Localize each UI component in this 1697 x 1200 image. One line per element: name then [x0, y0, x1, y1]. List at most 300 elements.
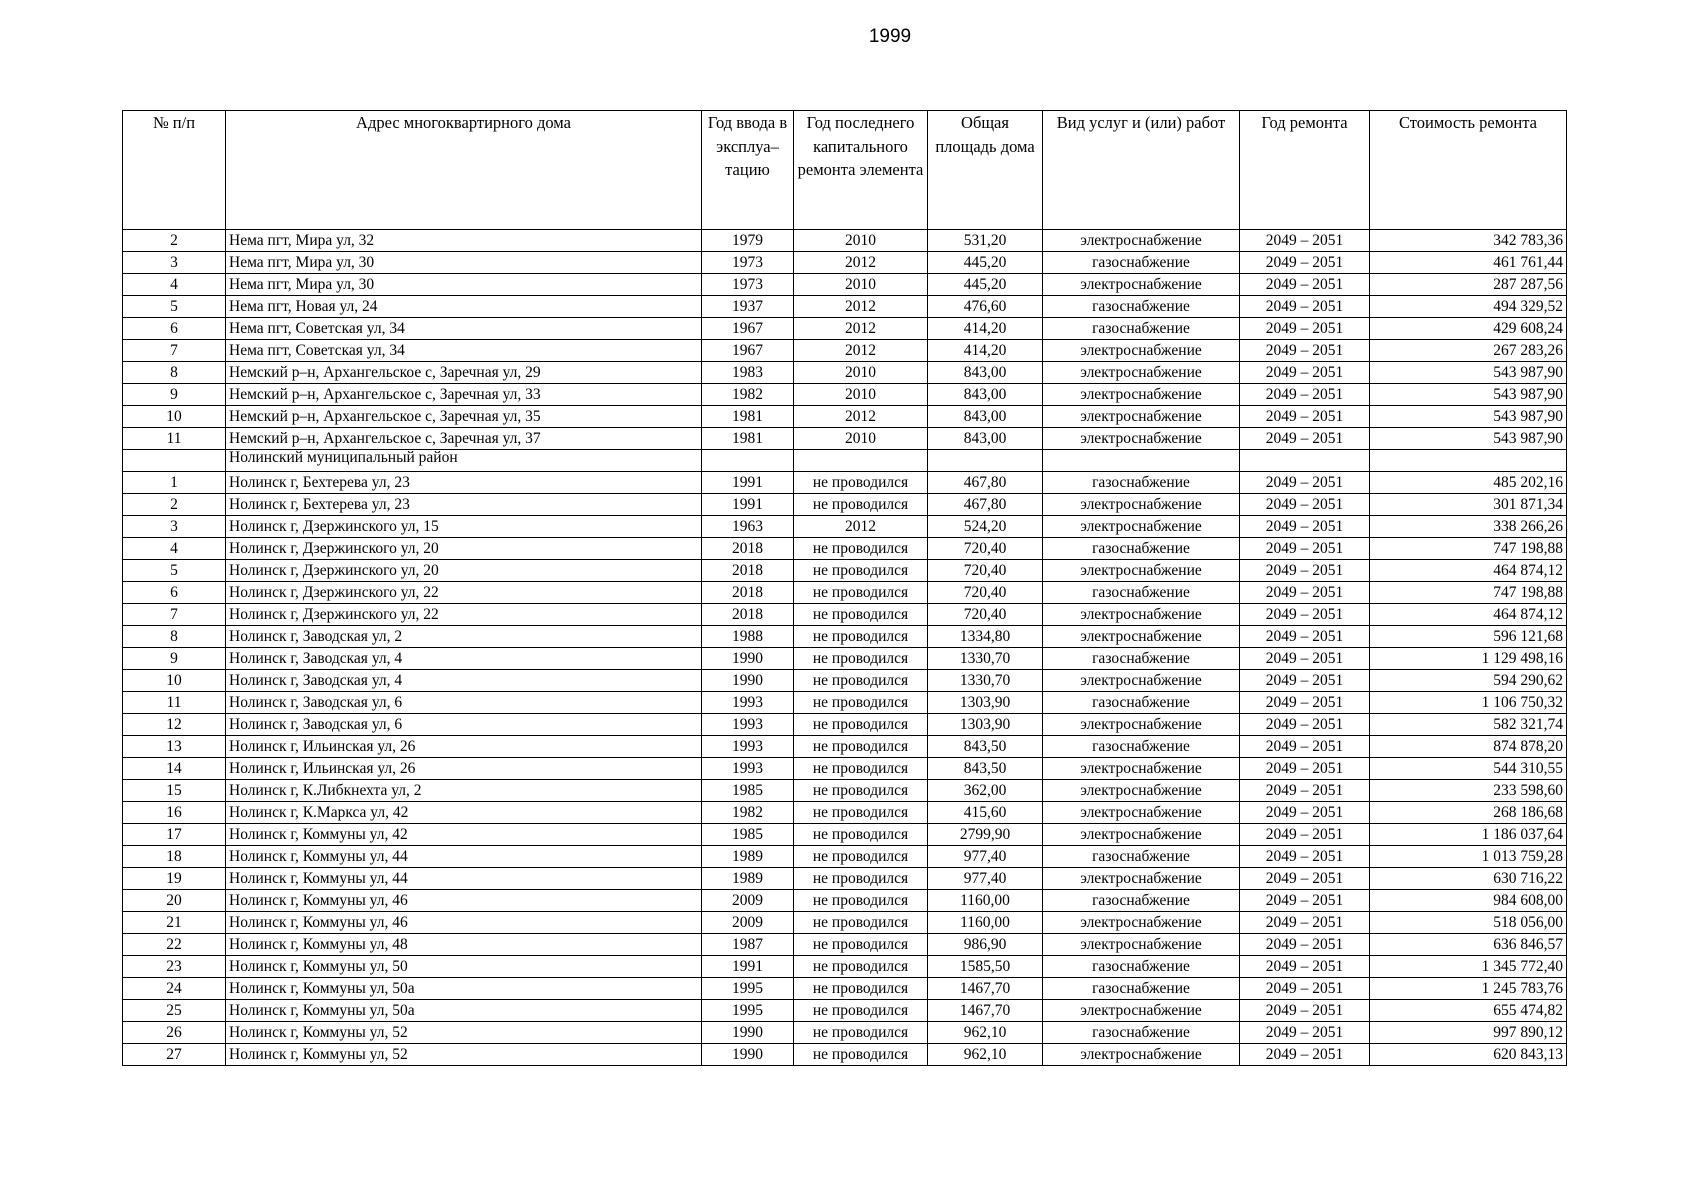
- cell-cost: 338 266,26: [1370, 516, 1567, 538]
- table-row: [123, 560, 1567, 582]
- cell-repair-year: 2049 – 2051: [1240, 978, 1370, 1000]
- cell-service: электроснабжение: [1043, 384, 1240, 406]
- cell-num: 8: [123, 362, 226, 384]
- cell-num: 16: [123, 802, 226, 824]
- cell-area: 843,00: [928, 362, 1043, 384]
- cell-year-built: 1981: [702, 428, 794, 450]
- cell-address: Немский р–н, Архангельское с, Заречная ул, 37: [226, 428, 702, 450]
- cell-repair-year: 2049 – 2051: [1240, 538, 1370, 560]
- cell-repair-year: 2049 – 2051: [1240, 802, 1370, 824]
- header-address: Адрес многоквартирного дома: [226, 111, 702, 230]
- table-row: [123, 956, 1567, 978]
- cell-year-built: 1979: [702, 230, 794, 252]
- cell-service: электроснабжение: [1043, 758, 1240, 780]
- cell-address: Нолинск г, Коммуны ул, 48: [226, 934, 702, 956]
- cell-area: 720,40: [928, 538, 1043, 560]
- table-row: [123, 934, 1567, 956]
- table-row: [123, 230, 1567, 252]
- cell-cost: 543 987,90: [1370, 362, 1567, 384]
- table-row: [123, 714, 1567, 736]
- cell-area: 1334,80: [928, 626, 1043, 648]
- cell-repair-year: 2049 – 2051: [1240, 362, 1370, 384]
- cell-repair-year: 2049 – 2051: [1240, 670, 1370, 692]
- cell-cost: 1 013 759,28: [1370, 846, 1567, 868]
- cell-repair-year: 2049 – 2051: [1240, 626, 1370, 648]
- cell-num: 7: [123, 604, 226, 626]
- cell-service: газоснабжение: [1043, 736, 1240, 758]
- cell-area: 445,20: [928, 274, 1043, 296]
- cell-service: электроснабжение: [1043, 1000, 1240, 1022]
- cell-address: Нолинск г, Заводская ул, 6: [226, 714, 702, 736]
- cell-year-built: 1967: [702, 318, 794, 340]
- cell-repair-year: 2049 – 2051: [1240, 428, 1370, 450]
- cell-last-repair: не проводился: [794, 868, 928, 890]
- cell-year-built: 1993: [702, 692, 794, 714]
- cell-service: электроснабжение: [1043, 274, 1240, 296]
- cell-address: Нолинск г, Коммуны ул, 50а: [226, 978, 702, 1000]
- cell-area: 720,40: [928, 604, 1043, 626]
- table-row: [123, 868, 1567, 890]
- cell-address: Нолинск г, Дзержинского ул, 15: [226, 516, 702, 538]
- cell-area: 467,80: [928, 472, 1043, 494]
- cell-num: 11: [123, 692, 226, 714]
- table-row: [123, 648, 1567, 670]
- cell-last-repair: не проводился: [794, 802, 928, 824]
- cell-cost: 461 761,44: [1370, 252, 1567, 274]
- cell-cost: 267 283,26: [1370, 340, 1567, 362]
- cell-address: Нема пгт, Советская ул, 34: [226, 318, 702, 340]
- cell-cost: 543 987,90: [1370, 428, 1567, 450]
- cell-service: электроснабжение: [1043, 604, 1240, 626]
- cell-cost: 464 874,12: [1370, 604, 1567, 626]
- cell-service: электроснабжение: [1043, 802, 1240, 824]
- page-number: 1999: [868, 26, 912, 47]
- table-row: [123, 296, 1567, 318]
- cell-service: газоснабжение: [1043, 890, 1240, 912]
- cell-area: 986,90: [928, 934, 1043, 956]
- cell-year-built: 2018: [702, 582, 794, 604]
- table-row: [123, 274, 1567, 296]
- cell-area: 415,60: [928, 802, 1043, 824]
- table-row: [123, 406, 1567, 428]
- cell-last-repair: не проводился: [794, 494, 928, 516]
- cell-year-built: 1990: [702, 670, 794, 692]
- cell-num: 2: [123, 230, 226, 252]
- cell-year-built: [702, 450, 794, 472]
- cell-year-built: 1982: [702, 384, 794, 406]
- cell-last-repair: не проводился: [794, 736, 928, 758]
- cell-area: 843,00: [928, 428, 1043, 450]
- cell-area: 1330,70: [928, 670, 1043, 692]
- cell-service: электроснабжение: [1043, 934, 1240, 956]
- cell-last-repair: 2012: [794, 296, 928, 318]
- table-header: [123, 111, 1567, 230]
- cell-last-repair: 2010: [794, 362, 928, 384]
- cell-address: Нолинск г, Коммуны ул, 50: [226, 956, 702, 978]
- cell-address: Нолинск г, Бехтерева ул, 23: [226, 472, 702, 494]
- cell-service: газоснабжение: [1043, 296, 1240, 318]
- cell-address: Нема пгт, Мира ул, 30: [226, 274, 702, 296]
- cell-num: 9: [123, 648, 226, 670]
- cell-service: электроснабжение: [1043, 868, 1240, 890]
- cell-num: [123, 450, 226, 472]
- table-row: [123, 824, 1567, 846]
- cell-num: 6: [123, 318, 226, 340]
- table-row: [123, 780, 1567, 802]
- cell-service: электроснабжение: [1043, 406, 1240, 428]
- cell-num: 20: [123, 890, 226, 912]
- cell-repair-year: 2049 – 2051: [1240, 736, 1370, 758]
- cell-last-repair: не проводился: [794, 1044, 928, 1066]
- cell-num: 10: [123, 406, 226, 428]
- cell-last-repair: не проводился: [794, 1022, 928, 1044]
- cell-area: 467,80: [928, 494, 1043, 516]
- cell-repair-year: 2049 – 2051: [1240, 406, 1370, 428]
- cell-service: газоснабжение: [1043, 692, 1240, 714]
- cell-num: 6: [123, 582, 226, 604]
- cell-service: газоснабжение: [1043, 472, 1240, 494]
- cell-service: электроснабжение: [1043, 780, 1240, 802]
- cell-service: газоснабжение: [1043, 956, 1240, 978]
- cell-year-built: 1987: [702, 934, 794, 956]
- cell-last-repair: не проводился: [794, 604, 928, 626]
- table-row: [123, 846, 1567, 868]
- cell-repair-year: 2049 – 2051: [1240, 956, 1370, 978]
- cell-num: 18: [123, 846, 226, 868]
- cell-last-repair: не проводился: [794, 648, 928, 670]
- cell-year-built: 1993: [702, 714, 794, 736]
- cell-num: 23: [123, 956, 226, 978]
- cell-year-built: 1982: [702, 802, 794, 824]
- cell-year-built: 2009: [702, 912, 794, 934]
- cell-repair-year: 2049 – 2051: [1240, 912, 1370, 934]
- cell-service: газоснабжение: [1043, 318, 1240, 340]
- cell-num: 17: [123, 824, 226, 846]
- cell-address: Нолинск г, Коммуны ул, 50а: [226, 1000, 702, 1022]
- cell-address: Нема пгт, Мира ул, 32: [226, 230, 702, 252]
- cell-year-built: 2018: [702, 604, 794, 626]
- cell-year-built: 1985: [702, 824, 794, 846]
- cell-repair-year: 2049 – 2051: [1240, 296, 1370, 318]
- cell-num: 24: [123, 978, 226, 1000]
- cell-cost: 301 871,34: [1370, 494, 1567, 516]
- cell-area: 531,20: [928, 230, 1043, 252]
- cell-last-repair: не проводился: [794, 912, 928, 934]
- cell-repair-year: [1240, 450, 1370, 472]
- cell-address: Немский р–н, Архангельское с, Заречная ул, 35: [226, 406, 702, 428]
- table-row: [123, 1000, 1567, 1022]
- cell-num: 21: [123, 912, 226, 934]
- cell-year-built: 1993: [702, 758, 794, 780]
- cell-service: газоснабжение: [1043, 648, 1240, 670]
- cell-cost: 268 186,68: [1370, 802, 1567, 824]
- cell-repair-year: 2049 – 2051: [1240, 604, 1370, 626]
- cell-service: электроснабжение: [1043, 428, 1240, 450]
- cell-repair-year: 2049 – 2051: [1240, 494, 1370, 516]
- cell-cost: 1 186 037,64: [1370, 824, 1567, 846]
- cell-last-repair: не проводился: [794, 670, 928, 692]
- header-num: № п/п: [123, 111, 226, 230]
- cell-last-repair: не проводился: [794, 1000, 928, 1022]
- cell-repair-year: 2049 – 2051: [1240, 340, 1370, 362]
- cell-area: 2799,90: [928, 824, 1043, 846]
- table-row: [123, 912, 1567, 934]
- table-row: [123, 1044, 1567, 1066]
- cell-num: 5: [123, 296, 226, 318]
- cell-address: Нолинск г, Дзержинского ул, 22: [226, 582, 702, 604]
- header-area: Общая площадь дома: [928, 111, 1043, 230]
- cell-year-built: 2018: [702, 538, 794, 560]
- cell-num: 7: [123, 340, 226, 362]
- cell-repair-year: 2049 – 2051: [1240, 1000, 1370, 1022]
- cell-address: Нолинск г, Заводская ул, 2: [226, 626, 702, 648]
- table-row: [123, 494, 1567, 516]
- cell-address: Нолинск г, Дзержинского ул, 22: [226, 604, 702, 626]
- cell-cost: 1 245 783,76: [1370, 978, 1567, 1000]
- cell-last-repair: не проводился: [794, 978, 928, 1000]
- cell-area: 476,60: [928, 296, 1043, 318]
- cell-last-repair: не проводился: [794, 890, 928, 912]
- cell-num: 14: [123, 758, 226, 780]
- cell-repair-year: 2049 – 2051: [1240, 230, 1370, 252]
- table-row: [123, 890, 1567, 912]
- cell-year-built: 1967: [702, 340, 794, 362]
- cell-address: Нолинск г, Коммуны ул, 42: [226, 824, 702, 846]
- cell-service: газоснабжение: [1043, 538, 1240, 560]
- cell-year-built: 1983: [702, 362, 794, 384]
- cell-num: 12: [123, 714, 226, 736]
- cell-num: 3: [123, 252, 226, 274]
- cell-last-repair: 2012: [794, 318, 928, 340]
- cell-repair-year: 2049 – 2051: [1240, 758, 1370, 780]
- cell-year-built: 1990: [702, 648, 794, 670]
- table-row: [123, 582, 1567, 604]
- cell-area: 843,50: [928, 736, 1043, 758]
- cell-num: 8: [123, 626, 226, 648]
- section-row: [123, 450, 1567, 472]
- cell-repair-year: 2049 – 2051: [1240, 582, 1370, 604]
- cell-last-repair: 2010: [794, 428, 928, 450]
- cell-repair-year: 2049 – 2051: [1240, 780, 1370, 802]
- cell-last-repair: 2012: [794, 252, 928, 274]
- table-row: [123, 1022, 1567, 1044]
- cell-area: 1330,70: [928, 648, 1043, 670]
- cell-year-built: 1990: [702, 1022, 794, 1044]
- cell-address: Нема пгт, Советская ул, 34: [226, 340, 702, 362]
- header-row: [123, 111, 1567, 230]
- cell-cost: 747 198,88: [1370, 538, 1567, 560]
- cell-num: 9: [123, 384, 226, 406]
- cell-last-repair: 2010: [794, 274, 928, 296]
- cell-address: Нолинск г, Коммуны ул, 44: [226, 868, 702, 890]
- table-row: [123, 472, 1567, 494]
- cell-last-repair: не проводился: [794, 956, 928, 978]
- cell-num: 11: [123, 428, 226, 450]
- table-row: [123, 428, 1567, 450]
- cell-year-built: 1995: [702, 1000, 794, 1022]
- cell-cost: 747 198,88: [1370, 582, 1567, 604]
- cell-area: [928, 450, 1043, 472]
- cell-cost: 630 716,22: [1370, 868, 1567, 890]
- cell-area: 720,40: [928, 582, 1043, 604]
- cell-service: электроснабжение: [1043, 670, 1240, 692]
- cell-area: 445,20: [928, 252, 1043, 274]
- cell-repair-year: 2049 – 2051: [1240, 1022, 1370, 1044]
- header-last-repair: Год последнего капитального ремонта элемента: [794, 111, 928, 230]
- table-row: [123, 758, 1567, 780]
- cell-repair-year: 2049 – 2051: [1240, 868, 1370, 890]
- cell-address: Нолинск г, Заводская ул, 6: [226, 692, 702, 714]
- cell-cost: 464 874,12: [1370, 560, 1567, 582]
- cell-repair-year: 2049 – 2051: [1240, 274, 1370, 296]
- cell-address: Нолинск г, Дзержинского ул, 20: [226, 538, 702, 560]
- capital-repair-table: [122, 110, 1567, 1066]
- cell-service: электроснабжение: [1043, 362, 1240, 384]
- cell-cost: 1 345 772,40: [1370, 956, 1567, 978]
- cell-year-built: 2018: [702, 560, 794, 582]
- cell-year-built: 1937: [702, 296, 794, 318]
- cell-service: электроснабжение: [1043, 626, 1240, 648]
- cell-address: Нолинский муниципальный район: [226, 450, 702, 472]
- cell-cost: 582 321,74: [1370, 714, 1567, 736]
- cell-repair-year: 2049 – 2051: [1240, 648, 1370, 670]
- cell-num: 1: [123, 472, 226, 494]
- cell-num: 2: [123, 494, 226, 516]
- cell-last-repair: не проводился: [794, 560, 928, 582]
- cell-cost: 1 129 498,16: [1370, 648, 1567, 670]
- table-row: [123, 670, 1567, 692]
- cell-year-built: 1973: [702, 274, 794, 296]
- cell-cost: 997 890,12: [1370, 1022, 1567, 1044]
- cell-year-built: 1985: [702, 780, 794, 802]
- cell-cost: 543 987,90: [1370, 406, 1567, 428]
- cell-address: Нолинск г, К.Либкнехта ул, 2: [226, 780, 702, 802]
- table-row: [123, 538, 1567, 560]
- cell-num: 25: [123, 1000, 226, 1022]
- cell-num: 19: [123, 868, 226, 890]
- cell-area: 962,10: [928, 1044, 1043, 1066]
- cell-last-repair: 2012: [794, 340, 928, 362]
- cell-last-repair: не проводился: [794, 780, 928, 802]
- cell-last-repair: 2010: [794, 230, 928, 252]
- cell-address: Нолинск г, Ильинская ул, 26: [226, 736, 702, 758]
- cell-repair-year: 2049 – 2051: [1240, 890, 1370, 912]
- cell-num: 4: [123, 538, 226, 560]
- cell-area: 1585,50: [928, 956, 1043, 978]
- cell-area: 977,40: [928, 846, 1043, 868]
- cell-address: Нема пгт, Новая ул, 24: [226, 296, 702, 318]
- table-row: [123, 516, 1567, 538]
- cell-repair-year: 2049 – 2051: [1240, 516, 1370, 538]
- cell-area: 720,40: [928, 560, 1043, 582]
- cell-repair-year: 2049 – 2051: [1240, 934, 1370, 956]
- cell-cost: 494 329,52: [1370, 296, 1567, 318]
- table-row: [123, 318, 1567, 340]
- cell-cost: 544 310,55: [1370, 758, 1567, 780]
- cell-repair-year: 2049 – 2051: [1240, 472, 1370, 494]
- cell-area: 414,20: [928, 340, 1043, 362]
- table-row: [123, 252, 1567, 274]
- cell-repair-year: 2049 – 2051: [1240, 252, 1370, 274]
- cell-year-built: 1963: [702, 516, 794, 538]
- cell-cost: 874 878,20: [1370, 736, 1567, 758]
- cell-cost: 655 474,82: [1370, 1000, 1567, 1022]
- table-row: [123, 384, 1567, 406]
- cell-year-built: 1973: [702, 252, 794, 274]
- cell-address: Нолинск г, Ильинская ул, 26: [226, 758, 702, 780]
- cell-service: электроснабжение: [1043, 912, 1240, 934]
- table-row: [123, 604, 1567, 626]
- cell-area: 524,20: [928, 516, 1043, 538]
- cell-last-repair: 2012: [794, 516, 928, 538]
- cell-service: электроснабжение: [1043, 516, 1240, 538]
- cell-last-repair: не проводился: [794, 582, 928, 604]
- cell-num: 4: [123, 274, 226, 296]
- cell-num: 5: [123, 560, 226, 582]
- cell-area: 1160,00: [928, 890, 1043, 912]
- cell-address: Нолинск г, Коммуны ул, 52: [226, 1044, 702, 1066]
- cell-address: Нолинск г, Коммуны ул, 46: [226, 890, 702, 912]
- cell-address: Нолинск г, К.Маркса ул, 42: [226, 802, 702, 824]
- cell-repair-year: 2049 – 2051: [1240, 714, 1370, 736]
- cell-year-built: 1995: [702, 978, 794, 1000]
- cell-area: 1303,90: [928, 714, 1043, 736]
- cell-last-repair: не проводился: [794, 824, 928, 846]
- cell-repair-year: 2049 – 2051: [1240, 692, 1370, 714]
- cell-service: газоснабжение: [1043, 846, 1240, 868]
- cell-repair-year: 2049 – 2051: [1240, 846, 1370, 868]
- cell-cost: 1 106 750,32: [1370, 692, 1567, 714]
- cell-year-built: 2009: [702, 890, 794, 912]
- header-year-built: Год ввода в эксплуа– тацию: [702, 111, 794, 230]
- table-body: [123, 230, 1567, 1066]
- cell-repair-year: 2049 – 2051: [1240, 318, 1370, 340]
- cell-year-built: 1988: [702, 626, 794, 648]
- table-row: [123, 802, 1567, 824]
- table-row: [123, 340, 1567, 362]
- cell-address: Нолинск г, Коммуны ул, 44: [226, 846, 702, 868]
- cell-cost: 287 287,56: [1370, 274, 1567, 296]
- cell-service: электроснабжение: [1043, 714, 1240, 736]
- cell-service: электроснабжение: [1043, 1044, 1240, 1066]
- cell-last-repair: не проводился: [794, 714, 928, 736]
- cell-num: 15: [123, 780, 226, 802]
- cell-area: 962,10: [928, 1022, 1043, 1044]
- cell-service: [1043, 450, 1240, 472]
- cell-cost: [1370, 450, 1567, 472]
- cell-repair-year: 2049 – 2051: [1240, 384, 1370, 406]
- cell-cost: 485 202,16: [1370, 472, 1567, 494]
- cell-address: Нолинск г, Заводская ул, 4: [226, 648, 702, 670]
- cell-repair-year: 2049 – 2051: [1240, 1044, 1370, 1066]
- cell-area: 843,50: [928, 758, 1043, 780]
- cell-last-repair: не проводился: [794, 758, 928, 780]
- cell-address: Нолинск г, Коммуны ул, 52: [226, 1022, 702, 1044]
- cell-service: электроснабжение: [1043, 824, 1240, 846]
- header-cost: Стоимость ремонта: [1370, 111, 1567, 230]
- cell-year-built: 1991: [702, 494, 794, 516]
- cell-area: 843,00: [928, 384, 1043, 406]
- cell-area: 1160,00: [928, 912, 1043, 934]
- cell-cost: 429 608,24: [1370, 318, 1567, 340]
- cell-address: Нолинск г, Заводская ул, 4: [226, 670, 702, 692]
- cell-year-built: 1989: [702, 846, 794, 868]
- cell-address: Нолинск г, Коммуны ул, 46: [226, 912, 702, 934]
- cell-cost: 543 987,90: [1370, 384, 1567, 406]
- table-row: [123, 362, 1567, 384]
- cell-cost: 342 783,36: [1370, 230, 1567, 252]
- cell-address: Нема пгт, Мира ул, 30: [226, 252, 702, 274]
